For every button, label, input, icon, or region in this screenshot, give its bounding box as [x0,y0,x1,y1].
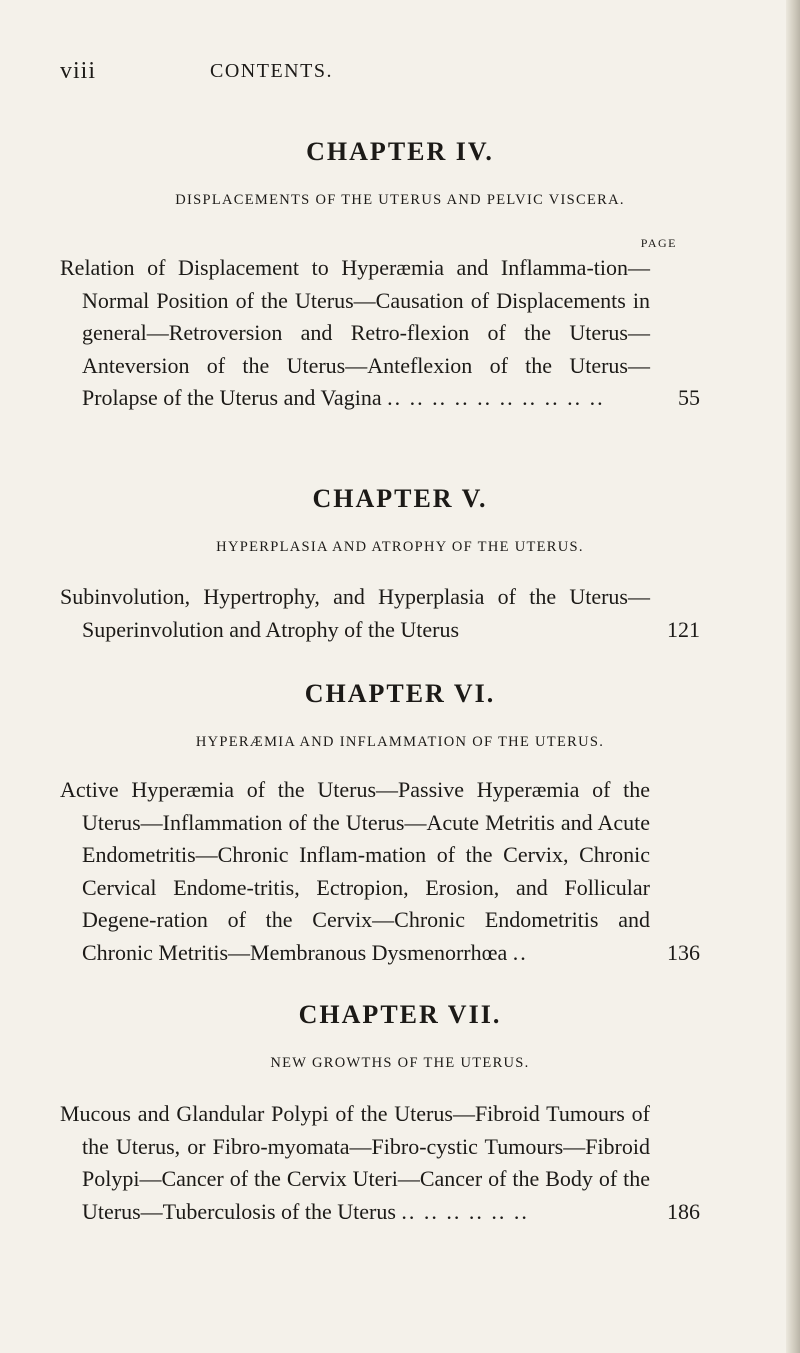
toc-entry [60,1098,700,1228]
toc-entry [60,252,700,415]
toc-entry [60,581,700,646]
dot-leaders: .. [512,939,528,965]
chapter-heading: CHAPTER VI. [304,679,496,708]
chapter-heading: CHAPTER V. [312,484,488,513]
entry-text [60,252,700,415]
entry-page-number: 136 [667,939,700,965]
chapter-v-header [0,484,800,556]
chapter-subtitle: DISPLACEMENTS OF THE UTERUS AND PELVIC VISCERA. [175,192,625,208]
chapter-subtitle: HYPERÆMIA AND INFLAMMATION OF THE UTERUS. [195,734,605,750]
entry-text [60,1098,700,1228]
chapter-vii-header [0,1000,800,1072]
running-head [60,58,700,88]
chapter-heading: CHAPTER IV. [306,137,494,166]
entry-topics: Mucous and Glandular Polypi of the Uterus—Fibroid Tumours of the Uterus, or Fibro-myomata—Fibro-cystic Tumours—Fibroid Polypi—Cancer of the Cervix Uteri—Cancer of the Body of the Uterus—Tuberculosis of the Uterus [60,1101,650,1224]
entry-text [60,581,700,646]
chapter-subtitle: HYPERPLASIA AND ATROPHY OF THE UTERUS. [216,539,584,555]
entry-page-number: 55 [678,385,700,411]
dot-leaders: .. .. .. .. .. .. .. .. .. .. [387,385,605,411]
running-title: CONTENTS. [210,60,333,82]
entry-topics: Subinvolution, Hypertrophy, and Hyperplasia of the Uterus—Superinvolution and Atrophy of the Uterus [60,584,650,642]
chapter-heading: CHAPTER VII. [298,1000,502,1029]
chapter-iv-header [0,137,800,209]
entry-page-number: 186 [667,1198,700,1224]
entry-text [60,774,700,970]
dot-leaders: .. .. .. .. .. .. [401,1198,529,1224]
chapter-vi-header [0,679,800,751]
chapter-subtitle: NEW GROWTHS OF THE UTERUS. [270,1055,530,1071]
toc-entry [60,774,700,970]
page-folio: viii [60,58,97,84]
entry-topics: Active Hyperæmia of the Uterus—Passive Hyperæmia of the Uterus—Inflammation of the Uterus—Acute Metritis and Acute Endometritis—Chronic Inflam-mation of the Cervix, Chronic Cervical Endome-tritis, Ectropion, Erosion, and Follicular Degene-ration of the Cervix—Chronic Endometritis and Chronic Metritis—Membranous Dysmenorrhœa [60,777,650,965]
entry-page-number: 121 [667,616,700,642]
entry-topics: Relation of Displacement to Hyperæmia and Inflamma-tion—Normal Position of the Uterus—Causation of Displacements in general—Retroversion and Retro-flexion of the Uterus—Anteversion of the Uterus—Anteflexion of the Uterus—Prolapse of the Uterus and Vagina [60,255,650,411]
page-column-label: PAGE [640,236,677,250]
